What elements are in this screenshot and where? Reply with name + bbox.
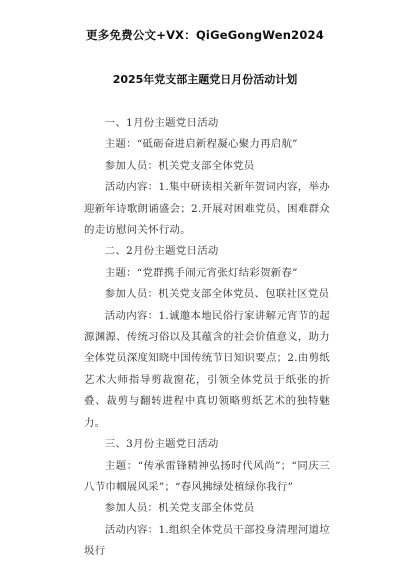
february-participants: 参加人员：机关党支部全体党员、包联社区党员 (104, 288, 330, 301)
february-activities: 活动内容：1.诚邀本地民俗行家讲解元宵节的起源渊源、传统习俗以及其蕴含的社会价值意义，助力全体党员深度知晓中国传统节日知识要点；2.由剪纸艺术大师指导剪裁窗花，引领全体党员于纸张的折叠、裁剪与翻转进程中真切领略剪纸艺术的独特魅力。 (84, 309, 330, 429)
february-theme: 主题：“党群携手闹元宵张灯结彩贺新春” (104, 266, 298, 279)
january-activities: 活动内容：1.集中研读相关新年贺词内容，举办迎新年诗歌朗诵盛会；2.开展对困难党员、困难群众的走访慰问关怀行动。 (84, 181, 330, 237)
document-body (84, 113, 330, 563)
march-activities: 活动内容：1.组织全体党员干部投身清理河道垃圾行 (84, 523, 330, 558)
january-theme: 主题：“砥砺奋进启新程凝心聚力再启航” (104, 138, 298, 151)
document-title: 2025年党支部主题党日月份活动计划 (112, 73, 298, 86)
section-heading-march: 三、3月份主题党日活动 (104, 438, 219, 451)
january-participants: 参加人员：机关党支部全体党员 (104, 159, 255, 172)
march-participants: 参加人员：机关党支部全体党员 (104, 502, 255, 515)
page-header-watermark-text: 更多免费公文+VX：QiGeGongWen2024 (86, 28, 324, 42)
section-heading-february: 二、2月份主题党日活动 (104, 245, 219, 258)
section-heading-january: 一、1月份主题党日活动 (104, 117, 219, 129)
march-theme: 主题：“传承雷锋精神弘扬时代风尚”；“同庆三八节巾帼展风采”；“春风拂绿处植绿你我行” (84, 459, 330, 493)
